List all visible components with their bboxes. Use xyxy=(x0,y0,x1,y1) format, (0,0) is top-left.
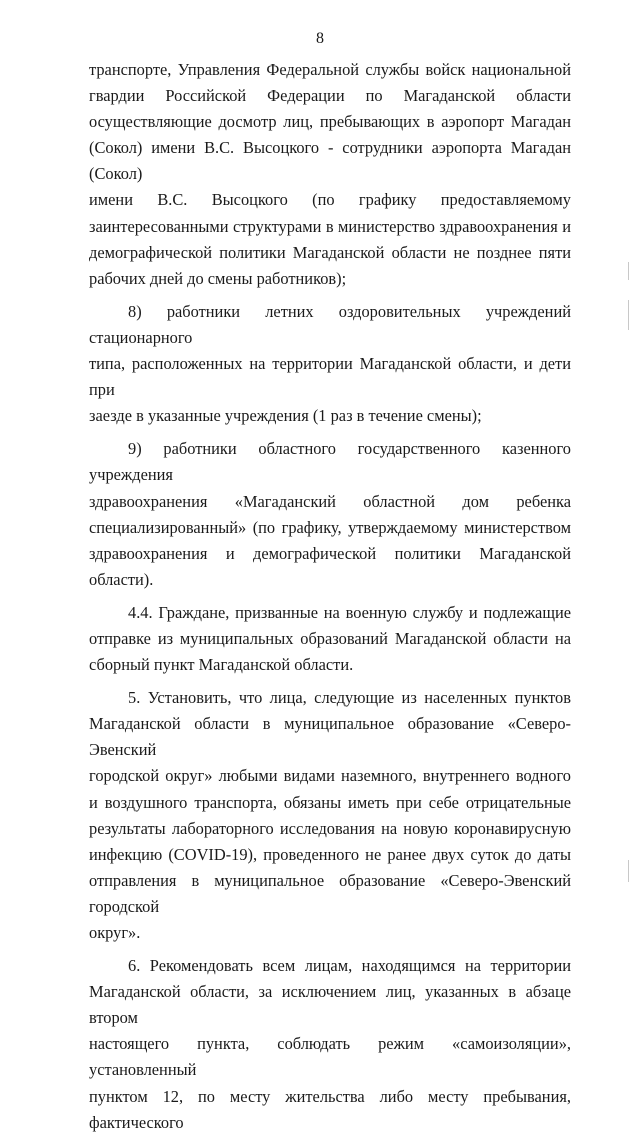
text-line: 8) работники летних оздоровительных учреждений стационарного xyxy=(89,301,571,347)
text-line: (Сокол) имени В.С. Высоцкого - сотрудники аэропорта Магадан (Сокол) xyxy=(89,138,571,184)
text-line: городской округ» любыми видами наземного, внутреннего водного xyxy=(89,766,571,786)
text-line: здравоохранения и демографической политики Магаданской области). xyxy=(89,543,571,589)
paragraph-item-8 xyxy=(89,299,571,429)
text-line: типа, расположенных на территории Магаданской области, и дети при xyxy=(89,354,571,400)
text-line: округ». xyxy=(89,923,141,942)
text-line: специализированный» (по графику, утверждаемому министерством xyxy=(89,517,571,537)
paragraph-continuation xyxy=(89,57,571,292)
text-line: отправке из муниципальных образований Магаданской области на xyxy=(89,628,571,648)
text-line: 5. Установить, что лица, следующие из населенных пунктов xyxy=(128,688,571,708)
text-line: здравоохранения «Магаданский областной дом ребенка xyxy=(89,491,571,511)
text-line: рабочих дней до смены работников); xyxy=(89,268,347,288)
text-line: и воздушного транспорта, обязаны иметь при себе отрицательные xyxy=(89,792,571,812)
scan-mark xyxy=(628,262,629,280)
paragraph-section-4-4 xyxy=(89,600,571,678)
text-line: имени В.С. Высоцкого (по графику предоставляемому xyxy=(89,190,571,210)
paragraph-section-5 xyxy=(89,685,571,946)
text-line: отправления в муниципальное образование «Северо-Эвенский городской xyxy=(89,870,571,916)
text-line: демографической политики Магаданской области не позднее пяти xyxy=(89,242,571,262)
text-line: настоящего пункта, соблюдать режим «самоизоляции», установленный xyxy=(89,1034,571,1080)
document-body xyxy=(89,57,571,1136)
scan-mark xyxy=(628,300,629,330)
text-line: заезде в указанные учреждения (1 раз в течение смены); xyxy=(89,406,482,426)
text-line: сборный пункт Магаданской области. xyxy=(89,655,354,675)
page-number: 8 xyxy=(316,30,324,47)
text-line: гвардии Российской Федерации по Магаданской области xyxy=(89,86,571,106)
text-line: транспорте, Управления Федеральной службы войск национальной xyxy=(89,60,571,79)
scan-mark xyxy=(628,860,629,882)
text-line: инфекцию (COVID-19), проведенного не ранее двух суток до даты xyxy=(89,844,571,864)
text-line: 9) работники областного государственного казенного учреждения xyxy=(89,439,571,485)
text-line: пунктом 12, по месту жительства либо месту пребывания, фактического xyxy=(89,1086,571,1132)
text-line: Магаданской области в муниципальное образование «Северо-Эвенский xyxy=(89,714,571,760)
paragraph-section-6 xyxy=(89,953,571,1136)
text-line: Магаданской области, за исключением лиц, указанных в абзаце втором xyxy=(89,982,571,1028)
text-line: 4.4. Граждане, призванные на военную службу и подлежащие xyxy=(128,602,571,622)
text-line: результаты лабораторного исследования на новую коронавирусную xyxy=(89,818,571,838)
text-line: осуществляющие досмотр лиц, пребывающих в аэропорт Магадан xyxy=(89,112,571,132)
text-line: заинтересованными структурами в министерство здравоохранения и xyxy=(89,216,571,236)
paragraph-item-9 xyxy=(89,436,571,593)
text-line: 6. Рекомендовать всем лицам, находящимся на территории xyxy=(128,956,571,976)
